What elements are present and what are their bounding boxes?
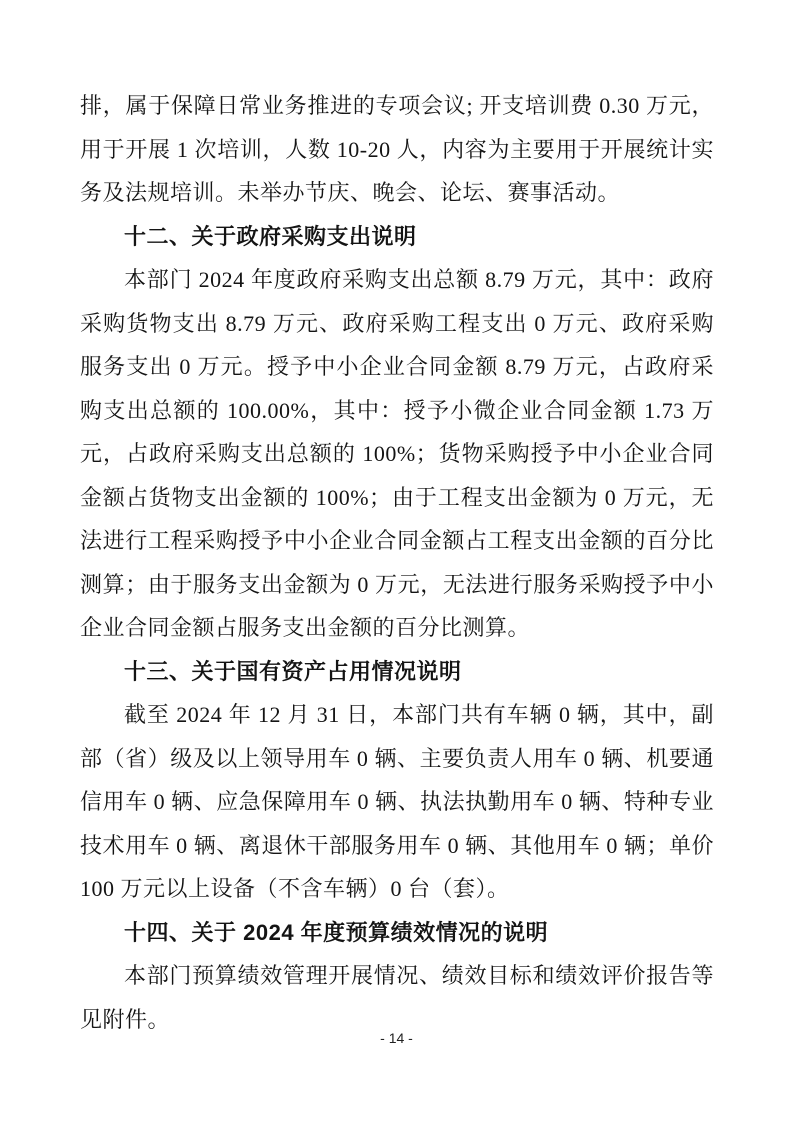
document-body xyxy=(80,84,714,1041)
paragraph-training-expense-continued: 排，属于保障日常业务推进的专项会议; 开支培训费 0.30 万元，用于开展 1 次培训，人数 10-20 人，内容为主要用于开展统计实务及法规培训。未举办节庆、晚会、论坛、赛事活动。 xyxy=(80,93,714,205)
paragraph-budget-performance: 本部门预算绩效管理开展情况、绩效目标和绩效评价报告等见附件。 xyxy=(80,963,714,1032)
section-heading-13-state-owned-assets: 十三、关于国有资产占用情况说明 xyxy=(124,658,462,684)
paragraph-government-procurement: 本部门 2024 年度政府采购支出总额 8.79 万元，其中：政府采购货物支出 8.79 万元、政府采购工程支出 0 万元、政府采购服务支出 0 万元。授予中小企业合同金额 8.79 万元，占政府采购支出总额的 100.00%，其中：授予小微企业合同金额 1.73 万元，占政府采购支出总额的 100%；货物采购授予中小企业合同金额占货物支出金额的 100%；由于工程支出金额为 0 万元，无法进行工程采购授予中小企业合同金额占工程支出金额的百分比测算；由于服务支出金额为 0 万元，无法进行服务采购授予中小企业合同金额占服务支出金额的百分比测算。 xyxy=(80,267,714,640)
section-heading-12-government-procurement: 十二、关于政府采购支出说明 xyxy=(124,223,417,249)
page-number: - 14 - xyxy=(380,1030,413,1046)
paragraph-state-owned-assets: 截至 2024 年 12 月 31 日，本部门共有车辆 0 辆，其中，副部（省）级及以上领导用车 0 辆、主要负责人用车 0 辆、机要通信用车 0 辆、应急保障用车 0 辆、执法执勤用车 0 辆、特种专业技术用车 0 辆、离退休干部服务用车 0 辆、其他用车 0 辆；单价 100 万元以上设备（不含车辆）0 台（套）。 xyxy=(80,702,714,901)
section-heading-14-budget-performance: 十四、关于 2024 年度预算绩效情况的说明 xyxy=(124,919,549,945)
